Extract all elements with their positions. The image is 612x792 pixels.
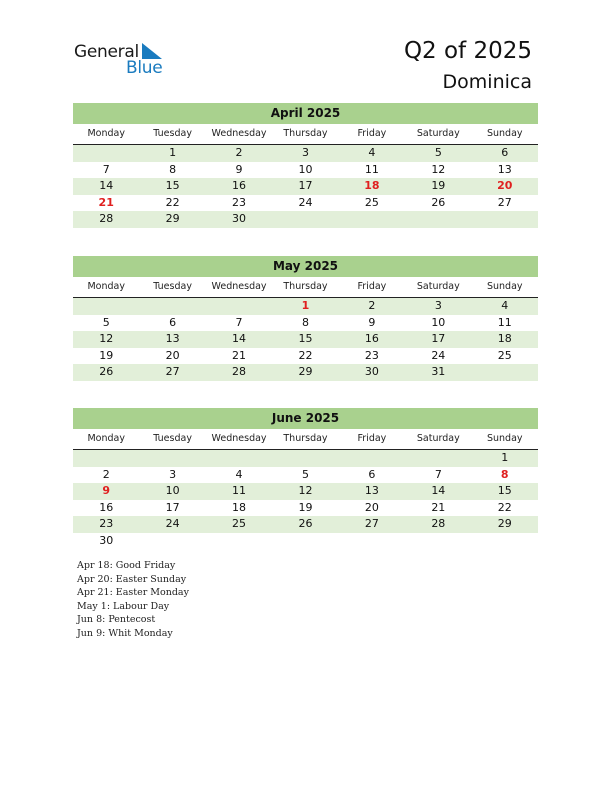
day-cell: 19 — [99, 348, 114, 362]
day-cell: 31 — [431, 365, 446, 378]
day-cell: 3 — [169, 467, 177, 481]
day-cell: 23 — [99, 517, 114, 530]
weekday-label: Sunday — [486, 433, 523, 444]
day-cell: 10 — [298, 162, 313, 176]
day-cell: 24 — [298, 195, 313, 209]
day-cell: 29 — [165, 212, 180, 225]
day-cell: 11 — [364, 162, 379, 176]
week-row — [73, 483, 538, 500]
week-row — [73, 315, 538, 332]
day-cell: 15 — [497, 484, 512, 497]
day-cell: 21 — [431, 500, 446, 514]
day-cell: 8 — [301, 315, 309, 329]
day-cell: 14 — [232, 332, 247, 345]
day-cell — [139, 533, 205, 550]
day-cell: 28 — [232, 365, 247, 378]
day-cell: 23 — [232, 195, 247, 209]
day-cell: 4 — [368, 146, 376, 159]
day-cell: 13 — [165, 332, 180, 345]
day-cell: 29 — [497, 517, 512, 530]
day-cell: 7 — [102, 162, 110, 176]
day-cell: 7 — [235, 315, 243, 329]
day-cell: 29 — [298, 365, 313, 378]
weekday-label: Monday — [87, 433, 125, 444]
day-cell: 6 — [501, 146, 509, 159]
week-row — [73, 331, 538, 348]
weekday-label: Thursday — [283, 128, 328, 139]
weekday-label: Monday — [87, 281, 125, 292]
day-cell: 5 — [434, 146, 442, 159]
week-row — [73, 178, 538, 195]
day-cell: 8 — [169, 162, 177, 176]
week-row — [73, 364, 538, 381]
weekday-label: Friday — [357, 433, 387, 444]
day-cell: 12 — [431, 162, 446, 176]
day-cell: 1 — [501, 451, 509, 464]
weekday-header-row — [73, 431, 538, 450]
day-cell: 22 — [165, 195, 180, 209]
holiday-day-cell: 8 — [500, 467, 509, 481]
weekday-header-row — [73, 279, 538, 298]
weekday-label: Friday — [357, 281, 387, 292]
day-cell: 28 — [431, 517, 446, 530]
day-cell — [73, 450, 139, 467]
week-row — [73, 195, 538, 212]
day-cell: 18 — [232, 500, 247, 514]
day-cell: 22 — [298, 348, 313, 362]
week-row — [73, 211, 538, 228]
holiday-day-cell: 20 — [497, 179, 513, 192]
day-cell: 16 — [364, 332, 379, 345]
day-cell: 30 — [99, 533, 114, 547]
weekday-label: Monday — [87, 128, 125, 139]
weekday-label: Wednesday — [211, 433, 267, 444]
day-cell — [73, 145, 139, 162]
day-cell: 19 — [298, 500, 313, 514]
weekday-label: Saturday — [416, 433, 460, 444]
week-row — [73, 533, 538, 550]
day-cell: 11 — [497, 315, 512, 329]
day-cell: 22 — [497, 500, 512, 514]
week-row — [73, 348, 538, 365]
day-cell: 2 — [235, 146, 243, 159]
week-row — [73, 162, 538, 179]
day-cell: 15 — [298, 332, 313, 345]
day-cell: 18 — [497, 332, 512, 345]
country-name: Dominica — [442, 71, 532, 93]
weekday-label: Thursday — [283, 281, 328, 292]
day-cell: 6 — [169, 315, 177, 329]
day-cell: 21 — [232, 348, 247, 362]
day-cell: 4 — [235, 467, 243, 481]
month-table — [73, 103, 538, 228]
holiday-day-cell: 9 — [102, 484, 111, 497]
day-cell: 10 — [165, 484, 180, 497]
day-cell — [339, 211, 405, 228]
day-cell: 3 — [301, 146, 309, 159]
day-cell — [405, 211, 471, 228]
day-cell — [272, 533, 338, 550]
holiday-note: Apr 18: Good Friday — [77, 560, 176, 571]
day-cell: 16 — [232, 179, 247, 192]
day-cell: 14 — [99, 179, 114, 192]
day-cell: 14 — [431, 484, 446, 497]
day-cell — [272, 211, 338, 228]
day-cell: 7 — [434, 467, 442, 481]
day-cell: 4 — [501, 299, 509, 312]
weekday-label: Saturday — [416, 281, 460, 292]
holiday-day-cell: 21 — [98, 195, 114, 209]
logo — [74, 42, 174, 78]
month-table — [73, 256, 538, 381]
day-cell: 10 — [431, 315, 446, 329]
day-cell: 27 — [364, 517, 379, 530]
day-cell — [405, 533, 471, 550]
week-row — [73, 500, 538, 517]
weekday-label: Sunday — [486, 128, 523, 139]
day-cell: 6 — [368, 467, 376, 481]
day-cell: 30 — [232, 212, 247, 225]
day-cell: 2 — [102, 467, 110, 481]
weekday-label: Tuesday — [153, 433, 192, 444]
day-cell: 24 — [431, 348, 446, 362]
day-cell: 30 — [364, 365, 379, 378]
day-cell: 9 — [368, 315, 376, 329]
day-cell: 3 — [434, 299, 442, 312]
holiday-note: May 1: Labour Day — [77, 600, 170, 612]
day-cell — [73, 298, 139, 315]
weekday-header-row — [73, 126, 538, 145]
day-cell: 13 — [497, 162, 512, 176]
day-cell — [206, 298, 272, 315]
week-row — [73, 450, 538, 467]
day-cell — [139, 298, 205, 315]
week-row — [73, 516, 538, 533]
weekday-label: Friday — [357, 128, 387, 139]
weekday-label: Wednesday — [211, 281, 267, 292]
weekday-label: Sunday — [486, 281, 523, 292]
day-cell: 11 — [232, 484, 247, 497]
day-cell: 1 — [169, 146, 177, 159]
holiday-notes — [77, 559, 189, 640]
week-row — [73, 467, 538, 484]
weekday-label: Tuesday — [153, 128, 192, 139]
day-cell — [472, 364, 538, 381]
day-cell: 27 — [165, 365, 180, 378]
month-title: April 2025 — [73, 103, 538, 124]
day-cell: 5 — [102, 315, 110, 329]
holiday-note: Apr 21: Easter Monday — [77, 587, 189, 598]
day-cell: 12 — [99, 332, 114, 345]
page-title: Q2 of 2025 — [403, 38, 532, 64]
day-cell: 25 — [364, 195, 379, 209]
day-cell — [472, 211, 538, 228]
day-cell: 20 — [165, 348, 180, 362]
holiday-note: Jun 8: Pentecost — [77, 614, 156, 625]
day-cell — [206, 450, 272, 467]
day-cell: 5 — [301, 467, 309, 481]
day-cell: 25 — [232, 517, 247, 530]
day-cell: 12 — [298, 484, 313, 497]
holiday-note: Apr 20: Easter Sunday — [77, 573, 187, 585]
day-cell: 19 — [431, 179, 446, 192]
day-cell: 20 — [364, 500, 379, 514]
weekday-label: Saturday — [416, 128, 460, 139]
holiday-day-cell: 18 — [364, 179, 380, 192]
day-cell: 24 — [165, 517, 180, 530]
day-cell — [339, 533, 405, 550]
day-cell — [472, 533, 538, 550]
day-cell — [272, 450, 338, 467]
day-cell: 17 — [165, 500, 180, 514]
day-cell: 17 — [298, 179, 313, 192]
day-cell: 15 — [165, 179, 180, 192]
week-row — [73, 298, 538, 315]
month-title: June 2025 — [73, 408, 538, 429]
day-cell: 26 — [99, 365, 114, 378]
day-cell: 2 — [368, 299, 376, 312]
week-row — [73, 145, 538, 162]
month-table — [73, 408, 538, 549]
day-cell: 17 — [431, 332, 446, 345]
day-cell: 13 — [364, 484, 379, 497]
holiday-day-cell: 1 — [301, 299, 310, 312]
logo-text-blue: Blue — [126, 58, 163, 78]
weekday-label: Thursday — [283, 433, 328, 444]
day-cell — [339, 450, 405, 467]
day-cell: 16 — [99, 500, 114, 514]
day-cell: 26 — [431, 195, 446, 209]
day-cell: 23 — [364, 348, 379, 362]
holiday-note: Jun 9: Whit Monday — [77, 627, 173, 639]
day-cell: 9 — [235, 162, 243, 176]
weekday-label: Wednesday — [211, 128, 267, 139]
day-cell: 25 — [497, 348, 512, 362]
day-cell: 28 — [99, 212, 114, 225]
day-cell: 26 — [298, 517, 313, 530]
day-cell — [405, 450, 471, 467]
logo-triangle-icon — [142, 43, 162, 59]
weekday-label: Tuesday — [153, 281, 192, 292]
logo-text-general: General — [74, 42, 139, 62]
day-cell — [206, 533, 272, 550]
day-cell — [139, 450, 205, 467]
day-cell: 27 — [497, 195, 512, 209]
month-title: May 2025 — [73, 256, 538, 277]
